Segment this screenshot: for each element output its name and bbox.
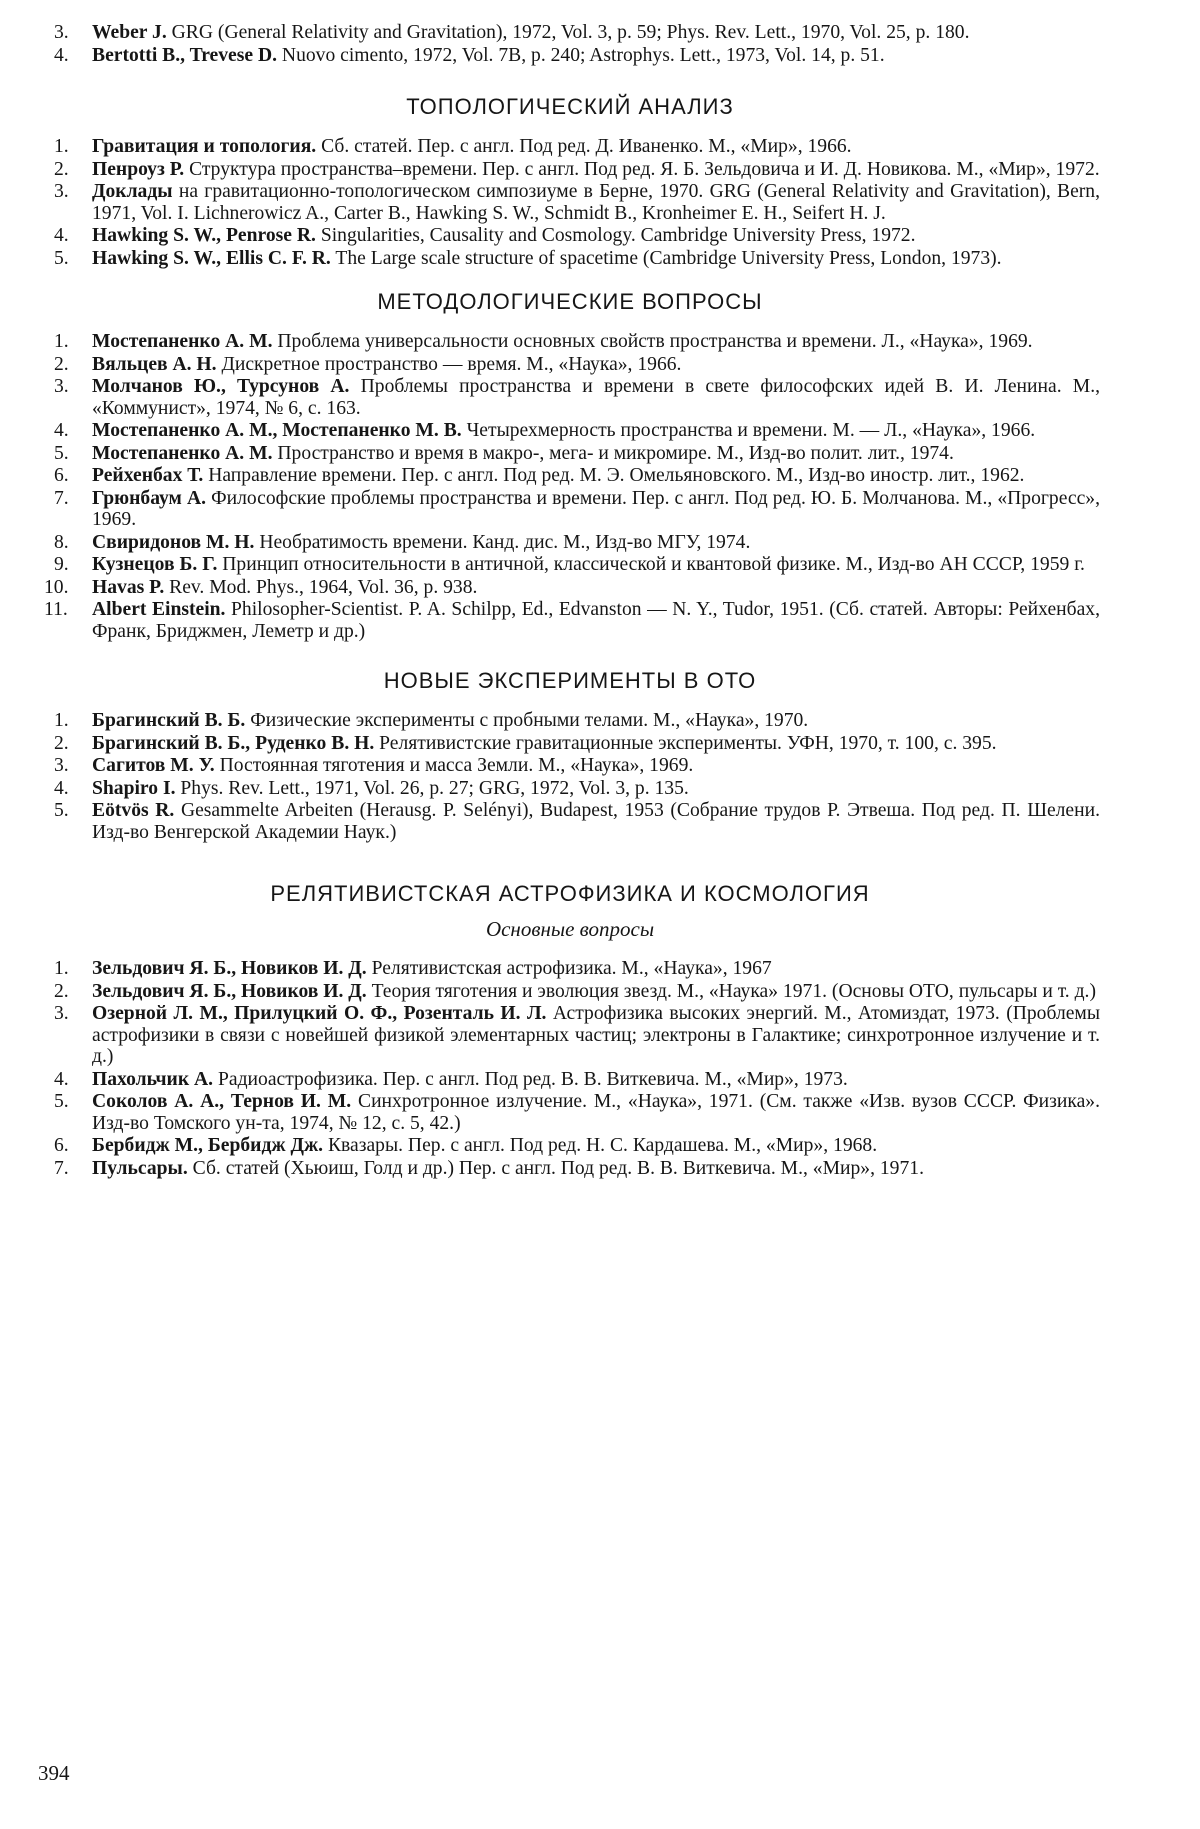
entry-text: Rev. Mod. Phys., 1964, Vol. 36, p. 938. — [164, 576, 478, 598]
list-item — [40, 1091, 1100, 1134]
bibliography-list-astrophysics — [40, 958, 1100, 1179]
entry-author: Брагинский В. Б. — [92, 710, 246, 731]
bibliography-list-topology — [40, 136, 1100, 269]
list-item — [40, 248, 1100, 270]
entry-author: Гравитация и топология. — [92, 136, 317, 157]
entry-text: Phys. Rev. Lett., 1971, Vol. 26, p. 27; GRG, 1972, Vol. 3, p. 135. — [175, 777, 689, 799]
list-item — [40, 420, 1100, 442]
list-item — [40, 136, 1100, 158]
entry-text: Направление времени. Пер. с англ. Под ред. М. Э. Омельяновского. М., Изд-во иностр. лит., 1962. — [203, 465, 1025, 486]
entry-number: 1. — [54, 331, 69, 352]
entry-author: Бербидж М., Бербидж Дж. — [92, 1135, 324, 1156]
list-item — [40, 755, 1100, 777]
entry-author: Bertotti B., Trevese D. — [92, 44, 278, 66]
entry-number: 3. — [54, 755, 69, 776]
entry-text: Пространство и время в макро-, мега- и микромире. М., Изд-во полит. лит., 1974. — [272, 442, 954, 464]
list-item — [40, 331, 1100, 353]
entry-number: 4. — [54, 225, 69, 246]
list-item — [40, 45, 1100, 67]
entry-number: 2. — [54, 980, 69, 1002]
entry-author: Shapiro I. — [92, 777, 176, 799]
list-item — [40, 981, 1100, 1003]
entry-author: Грюнбаум А. — [92, 487, 207, 509]
list-item — [40, 376, 1100, 419]
entry-text: Четырехмерность пространства и времени. М. — Л., «Наука», 1966. — [461, 420, 1036, 441]
entry-text: Gesammelte Arbeiten (Herausg. P. Selényi), Budapest, 1953 (Собрание трудов Р. Этвеша. Под ред. П. Шелени. Изд-во Венгерской Академии Наук.) — [92, 800, 1100, 843]
list-item — [40, 181, 1100, 224]
list-item — [40, 778, 1100, 800]
entry-number: 1. — [54, 958, 69, 979]
entry-number: 7. — [54, 1157, 69, 1179]
list-item — [40, 1135, 1100, 1157]
entry-author: Брагинский В. Б., Руденко В. Н. — [92, 732, 375, 754]
entry-number: 1. — [54, 710, 69, 731]
entry-text: Проблемы пространства и времени в свете философских идей В. И. Ленина. М., «Коммунист», 1974, № 6, с. 163. — [92, 376, 1100, 419]
entry-text: Физические эксперименты с пробными телами. М., «Наука», 1970. — [245, 710, 809, 731]
section-subheading: Основные вопросы — [485, 917, 655, 941]
list-item — [40, 354, 1100, 376]
list-item — [40, 554, 1100, 576]
entry-text: Релятивистские гравитационные эксперименты. УФН, 1970, т. 100, с. 395. — [374, 732, 997, 754]
entry-number: 2. — [54, 353, 69, 375]
list-item — [40, 1069, 1100, 1091]
entry-number: 3. — [54, 22, 69, 43]
list-item — [40, 733, 1100, 755]
entry-number: 1. — [54, 136, 69, 157]
entry-author: Кузнецов Б. Г. — [92, 554, 218, 575]
entry-text: Дискретное пространство — время. М., «Наука», 1966. — [216, 353, 682, 375]
list-item — [40, 465, 1100, 487]
bibliography-page — [40, 22, 1100, 1180]
entry-text: Квазары. Пер. с англ. Под ред. Н. С. Кардашева. М., «Мир», 1968. — [323, 1135, 878, 1156]
entry-text: Радиоастрофизика. Пер. с англ. Под ред. В. В. Виткевича. М., «Мир», 1973. — [213, 1068, 848, 1090]
entry-text: Philosopher-Scientist. P. A. Schilpp, Ed., Edvanston — N. Y., Tudor, 1951. (Сб. статей. Авторы: Рейхенбах, Франк, Бриджмен, Леметр и др.) — [92, 599, 1100, 642]
section-heading-methodology: МЕТОДОЛОГИЧЕСКИЕ ВОПРОСЫ — [377, 289, 763, 314]
entry-author: Зельдович Я. Б., Новиков И. Д. — [92, 980, 367, 1002]
entry-text: Астрофизика высоких энергий. М., Атомиздат, 1973. (Проблемы астрофизики в связи с новейшей физикой элементарных частиц; электроны в Галактике; синхротронное излучение и т. д.) — [92, 1003, 1100, 1067]
entry-number: 4. — [54, 420, 69, 441]
entry-number: 4. — [54, 777, 69, 799]
list-item — [40, 710, 1100, 732]
list-item — [40, 225, 1100, 247]
list-item — [40, 577, 1100, 599]
entry-author: Мостепаненко А. М. — [92, 442, 273, 464]
list-item — [40, 159, 1100, 181]
list-item — [40, 1158, 1100, 1180]
entry-number: 6. — [54, 1135, 69, 1156]
entry-text: Постоянная тяготения и масса Земли. М., «Наука», 1969. — [214, 755, 694, 776]
entry-number: 4. — [54, 1068, 69, 1090]
entry-text: Сб. статей (Хьюиш, Голд и др.) Пер. с англ. Под ред. В. В. Виткевича. М., «Мир», 1971. — [187, 1157, 924, 1179]
entry-author: Eötvös R. — [92, 800, 175, 821]
entry-number: 5. — [54, 800, 69, 821]
entry-number: 10. — [44, 576, 69, 598]
entry-text: Nuovo cimento, 1972, Vol. 7B, p. 240; Astrophys. Lett., 1973, Vol. 14, p. 51. — [277, 44, 885, 66]
entry-author: Пахольчик А. — [92, 1068, 214, 1090]
list-item — [40, 1003, 1100, 1068]
entry-text: Структура пространства–времени. Пер. с англ. Под ред. Я. Б. Зельдовича и И. Д. Новикова. М., «Мир», 1972. — [184, 158, 1100, 180]
section-heading-topology: ТОПОЛОГИЧЕСКИЙ АНАЛИЗ — [406, 94, 734, 119]
entry-author: Доклады — [92, 181, 173, 202]
entry-number: 5. — [54, 1091, 69, 1112]
entry-author: Вяльцев А. Н. — [92, 353, 217, 375]
entry-author: Мостепаненко А. М. — [92, 331, 273, 352]
bibliography-list-experiments — [40, 710, 1100, 843]
entry-text: Принцип относительности в античной, классической и квантовой физике. М., Изд-во АН СССР, 1959 г. — [217, 554, 1085, 575]
list-item — [40, 22, 1100, 44]
list-item — [40, 443, 1100, 465]
page-number: 394 — [38, 1761, 70, 1785]
entry-number: 5. — [54, 247, 69, 269]
list-item — [40, 532, 1100, 554]
entry-text: Singularities, Causality and Cosmology. Cambridge University Press, 1972. — [315, 225, 916, 246]
entry-text: The Large scale structure of spacetime (Cambridge University Press, London, 1973). — [330, 247, 1002, 269]
entry-author: Молчанов Ю., Турсунов А. — [92, 376, 350, 397]
entry-author: Havas P. — [92, 576, 165, 598]
list-item — [40, 958, 1100, 980]
section-heading-experiments: НОВЫЕ ЭКСПЕРИМЕНТЫ В ОТО — [383, 668, 757, 693]
entry-text: Сб. статей. Пер. с англ. Под ред. Д. Иваненко. М., «Мир», 1966. — [316, 136, 852, 157]
bibliography-list-continued — [40, 22, 1100, 66]
entry-author: Пенроуз Р. — [92, 158, 185, 180]
bibliography-list-methodology — [40, 331, 1100, 642]
entry-author: Weber J. — [92, 22, 167, 43]
entry-text: GRG (General Relativity and Gravitation), 1972, Vol. 3, p. 59; Phys. Rev. Lett., 1970, Vol. 25, p. 180. — [166, 22, 970, 43]
entry-number: 4. — [54, 44, 69, 66]
entry-number: 3. — [54, 376, 69, 397]
entry-author: Hawking S. W., Penrose R. — [92, 225, 316, 246]
entry-number: 8. — [54, 531, 69, 553]
section-heading-astrophysics: РЕЛЯТИВИСТСКАЯ АСТРОФИЗИКА И КОСМОЛОГИЯ — [270, 881, 870, 906]
entry-number: 6. — [54, 465, 69, 486]
entry-text: Синхротронное излучение. М., «Наука», 1971. (См. также «Изв. вузов СССР. Физика». Изд-во Томского ун-та, 1974, № 12, с. 5, 42.) — [92, 1091, 1100, 1134]
entry-author: Свиридонов М. Н. — [92, 531, 255, 553]
entry-text: Проблема универсальности основных свойств пространства и времени. Л., «Наука», 1969. — [272, 331, 1033, 352]
entry-number: 2. — [54, 732, 69, 754]
entry-number: 3. — [54, 181, 69, 202]
entry-text: Теория тяготения и эволюция звезд. М., «Наука» 1971. (Основы ОТО, пульсары и т. д.) — [366, 980, 1096, 1002]
entry-text: Необратимость времени. Канд. дис. М., Изд-во МГУ, 1974. — [254, 531, 751, 553]
entry-author: Рейхенбах Т. — [92, 465, 204, 486]
entry-number: 3. — [54, 1003, 69, 1024]
entry-author: Пульсары. — [92, 1157, 188, 1179]
entry-text: на гравитационно-топологическом симпозиуме в Берне, 1970. GRG (General Relativity and Gravitation), Bern, 1971, Vol. I. Lichnerowicz A., Carter B., Hawking S. W., Schmidt B., Kronheimer E. H., Seifert H. J. — [92, 181, 1100, 224]
entry-number: 7. — [54, 487, 69, 509]
entry-author: Hawking S. W., Ellis C. F. R. — [92, 247, 331, 269]
list-item — [40, 488, 1100, 531]
list-item — [40, 599, 1100, 642]
entry-author: Сагитов М. У. — [92, 755, 215, 776]
entry-author: Мостепаненко А. М., Мостепаненко М. В. — [92, 420, 462, 441]
entry-author: Зельдович Я. Б., Новиков И. Д. — [92, 958, 367, 979]
entry-number: 11. — [44, 599, 68, 620]
entry-author: Озерной Л. М., Прилуцкий О. Ф., Розенталь И. Л. — [92, 1003, 547, 1024]
entry-text: Философские проблемы пространства и времени. Пер. с англ. Под ред. Ю. Б. Молчанова. М., «Прогресс», 1969. — [92, 487, 1100, 530]
entry-author: Соколов А. А., Тернов И. М. — [92, 1091, 352, 1112]
entry-number: 2. — [54, 158, 69, 180]
entry-number: 9. — [54, 554, 69, 575]
entry-author: Albert Einstein. — [92, 599, 226, 620]
entry-text: Релятивистская астрофизика. М., «Наука», 1967 — [366, 958, 772, 979]
list-item — [40, 800, 1100, 843]
entry-number: 5. — [54, 442, 69, 464]
